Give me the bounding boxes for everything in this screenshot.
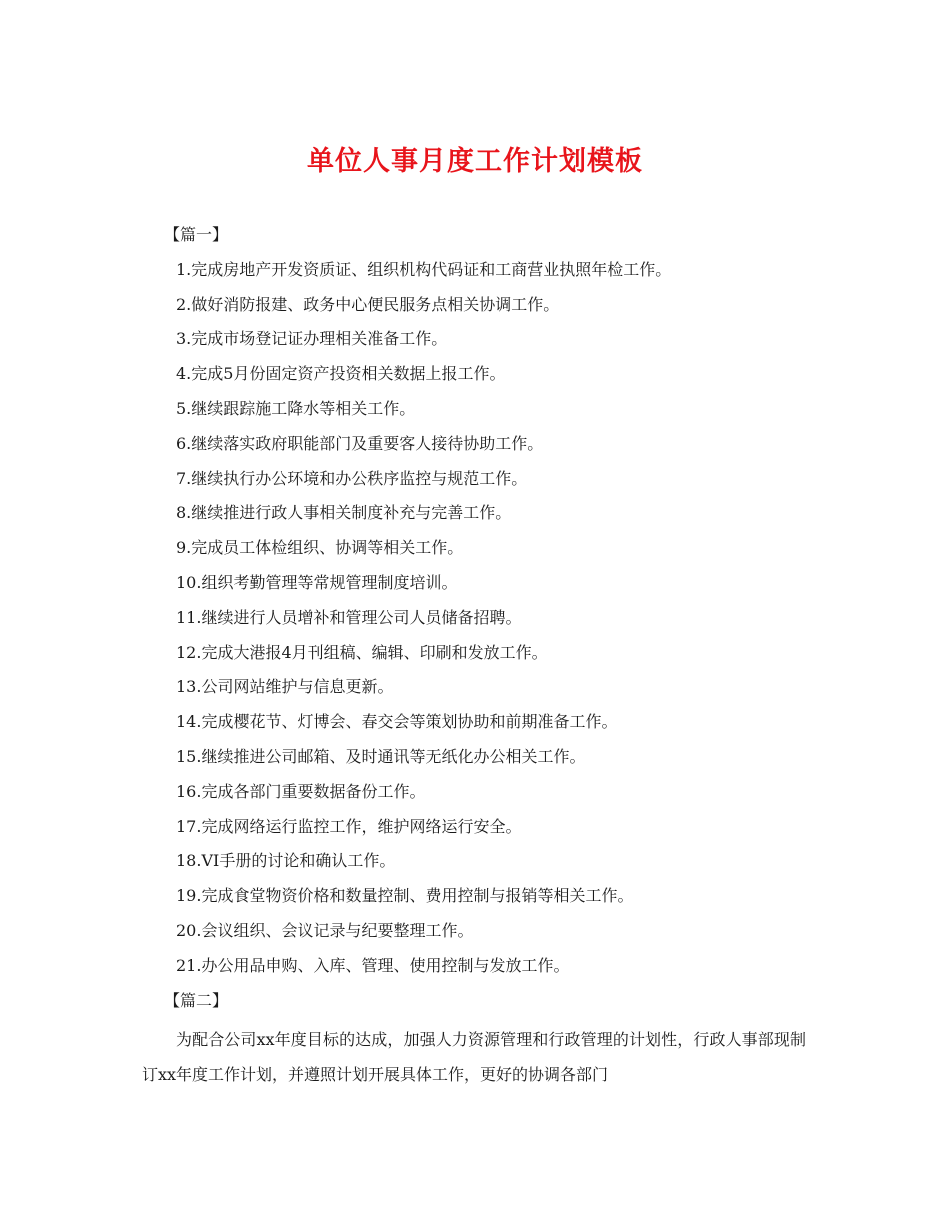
list-item: 11.继续进行人员增补和管理公司人员储备招聘。: [176, 607, 522, 627]
list-item: 17.完成网络运行监控工作，维护网络运行安全。: [176, 816, 522, 836]
list-item: 14.完成樱花节、灯博会、春交会等策划协助和前期准备工作。: [176, 712, 618, 732]
list-item: 13.公司网站维护与信息更新。: [176, 677, 394, 697]
section-2-paragraph: 为配合公司xx年度目标的达成，加强人力资源管理和行政管理的计划性，行政人事部现制订xx年度工作计划，并遵照计划开展具体工作，更好的协调各部门: [142, 1030, 806, 1085]
list-item: 9.完成员工体检组织、协调等相关工作。: [176, 538, 464, 558]
list-item: 21.办公用品申购、入库、管理、使用控制与发放工作。: [176, 955, 570, 975]
list-item: 12.完成大港报4月刊组稿、编辑、印刷和发放工作。: [176, 642, 548, 662]
work-item-list: [142, 253, 812, 984]
section-heading-2: 【篇二】: [164, 990, 229, 1010]
list-item: 18.VI手册的讨论和确认工作。: [176, 851, 396, 871]
document-body: [142, 218, 812, 1092]
list-item: 20.会议组织、会议记录与纪要整理工作。: [176, 920, 474, 940]
list-item: 8.继续推进行政人事相关制度补充与完善工作。: [176, 503, 512, 523]
list-item: 2.做好消防报建、政务中心便民服务点相关协调工作。: [176, 294, 560, 314]
list-item: 10.组织考勤管理等常规管理制度培训。: [176, 572, 458, 592]
list-item: 7.继续执行办公环境和办公秩序监控与规范工作。: [176, 468, 528, 488]
list-item: 3.完成市场登记证办理相关准备工作。: [176, 329, 448, 349]
list-item: 1.完成房地产开发资质证、组织机构代码证和工商营业执照年检工作。: [176, 259, 672, 279]
list-item: 5.继续跟踪施工降水等相关工作。: [176, 398, 416, 418]
list-item: 16.完成各部门重要数据备份工作。: [176, 781, 426, 801]
list-item: 19.完成食堂物资价格和数量控制、费用控制与报销等相关工作。: [176, 886, 634, 906]
document-title: 单位人事月度工作计划模板: [307, 146, 643, 177]
list-item: 15.继续推进公司邮箱、及时通讯等无纸化办公相关工作。: [176, 746, 586, 766]
list-item: 6.继续落实政府职能部门及重要客人接待协助工作。: [176, 433, 544, 453]
list-item: 4.完成5月份固定资产投资相关数据上报工作。: [176, 364, 506, 384]
section-heading-1: 【篇一】: [164, 225, 229, 244]
